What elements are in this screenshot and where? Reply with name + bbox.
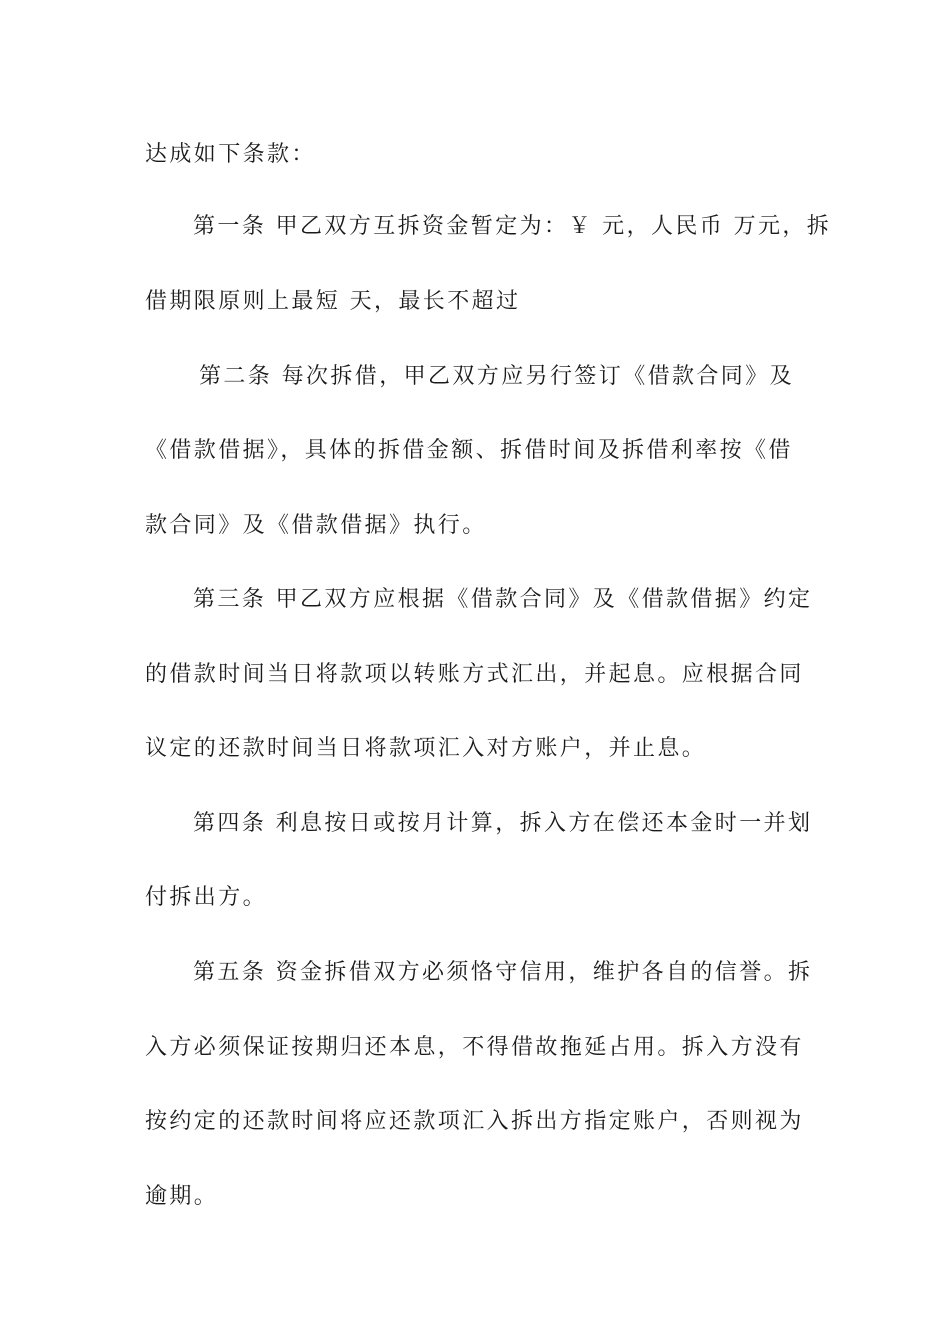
article-2-line-2: 《借款借据》，具体的拆借金额、拆借时间及拆借利率按《借 <box>145 438 793 463</box>
article-3-line-2: 的借款时间当日将款项以转账方式汇出，并起息。应根据合同 <box>145 662 804 687</box>
article-3-line-3: 议定的还款时间当日将款项汇入对方账户，并止息。 <box>145 736 707 761</box>
article-5-line-4: 逾期。 <box>145 1184 219 1209</box>
article-3-line-1: 第三条 甲乙双方应根据《借款合同》及《借款借据》约定 <box>193 587 813 612</box>
article-1-line-1: 第一条 甲乙双方互拆资金暂定为：￥ 元，人民币 万元，拆 <box>193 214 832 239</box>
text-line-intro: 达成如下条款： <box>145 142 316 167</box>
article-1-line-2: 借期限原则上最短 天，最长不超过 <box>145 289 521 314</box>
article-2-line-1: 第二条 每次拆借，甲乙双方应另行签订《借款合同》及 <box>199 364 794 389</box>
article-5-line-1: 第五条 资金拆借双方必须恪守信用，维护各自的信誉。拆 <box>193 960 813 985</box>
article-2-line-3: 款合同》及《借款借据》执行。 <box>145 513 487 538</box>
article-4-line-2: 付拆出方。 <box>145 885 268 910</box>
article-4-line-1: 第四条 利息按日或按月计算，拆入方在偿还本金时一并划 <box>193 811 813 836</box>
article-5-line-3: 按约定的还款时间将应还款项汇入拆出方指定账户，否则视为 <box>145 1109 804 1134</box>
article-5-line-2: 入方必须保证按期归还本息，不得借故拖延占用。拆入方没有 <box>145 1035 804 1060</box>
